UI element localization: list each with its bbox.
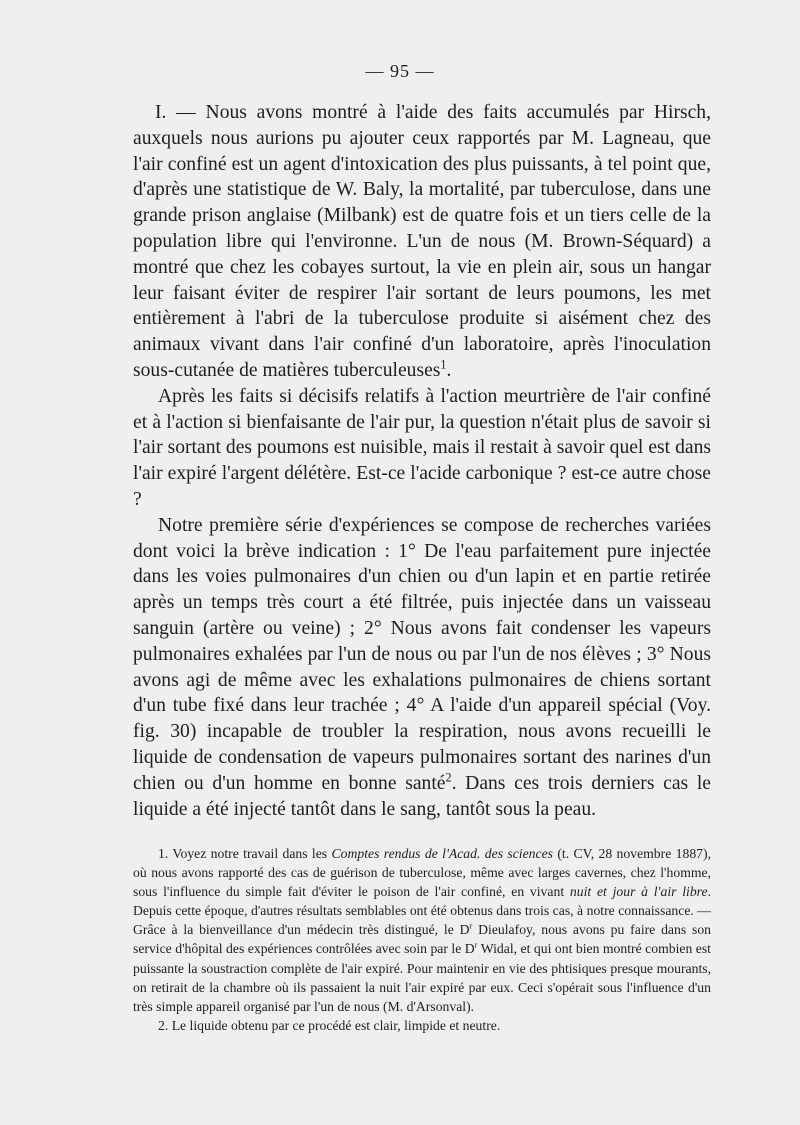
footnote-ref-1: 1 (440, 357, 447, 372)
footnotes (133, 844, 711, 1035)
paragraph-3-text: Notre première série d'expériences se compose de recherches variées dont voici la brève indication : 1° De l'eau parfaitement pure injectée dans les voies pulmonaires d'un chien ou d'un lapin et en partie retirée après un temps très court a été filtrée, puis injectée dans un vaisseau sanguin (artère ou veine) ; 2° Nous avons fait condenser les vapeurs pulmonaires exhalées par l'un de nous ou par l'un de nos élèves ; 3° Nous avons agi de même avec les exhalations pulmonaires de chiens sortant d'un tube fixé dans leur trachée ; 4° A l'aide d'un appareil spécial (Voy. fig. 30) incapable de troubler la respiration, nous avons recueilli le liquide de condensation de vapeurs pulmonaires sortant des narines d'un chien ou d'un homme en bonne santé (133, 514, 711, 794)
paragraph-3-end: . Dans ces trois derniers cas le liquide a été injecté tantôt dans le sang, tantôt sous la peau. (133, 772, 711, 820)
paragraph-1-end: . (446, 359, 452, 381)
footnote-1-journal-title: Comptes rendus de l'Acad. des sciences (331, 846, 553, 861)
main-text (133, 100, 711, 822)
page-number: — 95 — (365, 61, 435, 81)
footnote-1-part-a: 1. Voyez notre travail dans les (158, 846, 332, 861)
footnote-1-italic-phrase: nuit et jour à l'air libre (569, 884, 708, 900)
paragraph-3 (133, 513, 711, 823)
paragraph-1 (133, 100, 711, 384)
footnote-2: 2. Le liquide obtenu par ce procédé est clair, limpide et neutre. (158, 1017, 501, 1033)
footnote-1 (133, 844, 711, 1016)
footnote-1-part-e: Widal, et qui ont bien montré combien est puissante la soustraction complète de l'air expiré. Pour maintenir en vie des phtisiques presque mourants, on retirait de la chambre où ils passaient la nuit l'air expiré par eux. Ceci s'opérait sous l'influence d'un très simple appareil organisé par l'un de nous (M. d'Arsonval). (133, 941, 711, 1014)
footnote-1-part-c: . Depuis cette époque, d'autres résultats semblables ont été obtenus dans trois cas, à notre connaissance. — Grâce à la bienveillance d'un médecin très distingué, le D (133, 884, 711, 938)
footnote-1-dr-sup-2: r (474, 939, 478, 950)
paragraph-2: Après les faits si décisifs relatifs à l'action meurtrière de l'air confiné et à l'action si bienfaisante de l'air pur, la question n'était plus de savoir si l'air sortant des poumons est nuisible, mais il restait à savoir quel est dans l'air expiré l'argent délétère. Est-ce l'acide carbonique ? est-ce autre chose ? (133, 385, 711, 510)
footnote-ref-2: 2 (445, 770, 452, 785)
footnote-1-part-b: (t. CV, 28 novembre 1887), où nous avons rapporté des cas de guérison de tuberculose, même avec larges cavernes, chez l'homme, sous l'influence du simple fait d'éviter le poison de l'air confiné, en vivant (133, 846, 711, 900)
footnote-1-part-d: Dieulafoy, nous avons pu faire dans son service d'hôpital des expériences contrôlées avec soin par le D (133, 922, 712, 957)
paragraph-1-text: I. — Nous avons montré à l'aide des faits accumulés par Hirsch, auxquels nous aurions pu ajouter ceux rapportés par M. Lagneau, que l'air confiné est un agent d'intoxication des plus puissants, à tel point que, d'après une statistique de W. Baly, la mortalité, par tuberculose, dans une grande prison anglaise (Milbank) est de quatre fois et un tiers celle de la population libre qui l'environne. L'un de nous (M. Brown-Séquard) a montré que chez les cobayes surtout, la vie en plein air, sous un hangar leur faisant éviter de respirer l'air sortant de leurs poumons, les met entièrement à l'abri de la tuberculose produite si aisément chez des animaux vivant dans l'air confiné d'un laboratoire, après l'inoculation sous-cutanée de matières tuberculeuses (133, 102, 711, 381)
footnote-1-dr-sup-1: r (469, 920, 473, 931)
